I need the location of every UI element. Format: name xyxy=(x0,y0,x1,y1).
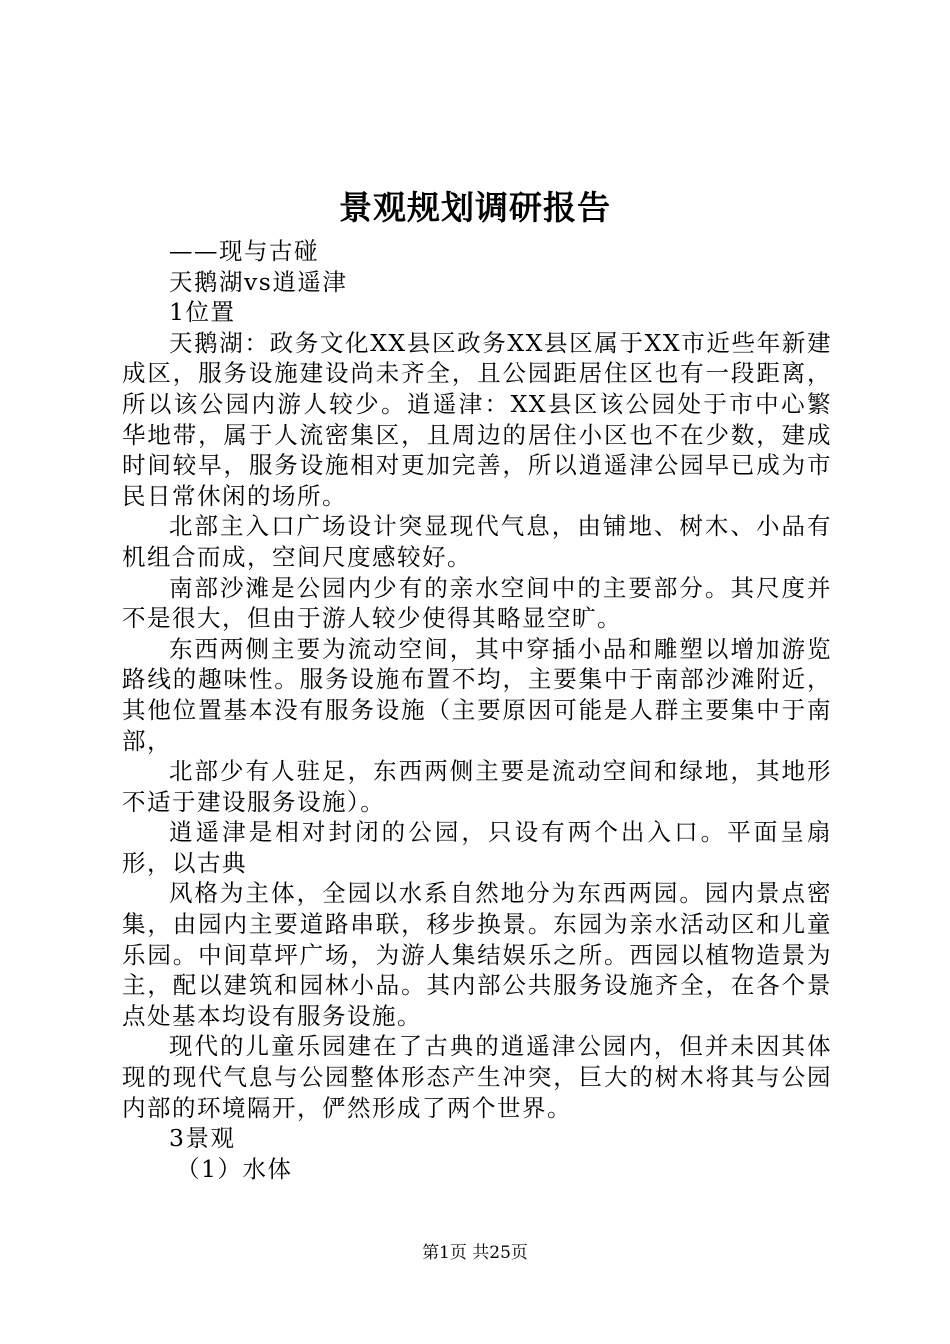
paragraph-xiaoyaojin-style: 风格为主体，全园以水系自然地分为东西两园。园内景点密集，由园内主要道路串联，移步换景。东园为亲水活动区和儿童乐园。中间草坪广场，为游人集结娱乐之所。西园以植物造景为主，配以建筑和园林小品。其内部公共服务设施齐全，在各个景点处基本均设有服务设施。 xyxy=(122,879,832,1030)
section-heading-location: 1位置 xyxy=(169,298,236,327)
paragraph-north-entrance: 北部主入口广场设计突显现代气息，由铺地、树木、小品有机组合而成，空间尺度感较好。 xyxy=(122,512,832,571)
paragraph-east-west: 东西两侧主要为流动空间，其中穿插小品和雕塑以增加游览路线的趣味性。服务设施布置不均，主要集中于南部沙滩附近，其他位置基本没有服务设施（主要原因可能是人群主要集中于南部， xyxy=(122,634,832,755)
paragraph-location: 天鹅湖：政务文化XX县区政务XX县区属于XX市近些年新建成区，服务设施建设尚未齐全，且公园距居住区也有一段距离，所以该公园内游人较少。逍遥津：XX县区该公园处于市中心繁华地带，属于人流密集区，且周边的居住小区也不在少数，建成时间较早，服务设施相对更加完善，所以逍遥津公园早已成为市民日常休闲的场所。 xyxy=(122,328,832,510)
paragraph-children-park: 现代的儿童乐园建在了古典的逍遥津公园内，但并未因其体现的现代气息与公园整体形态产生冲突，巨大的树木将其与公园内部的环境隔开，俨然形成了两个世界。 xyxy=(122,1032,832,1122)
document-body xyxy=(122,236,832,1184)
paragraph-south-beach: 南部沙滩是公园内少有的亲水空间中的主要部分。其尺度并不是很大，但由于游人较少使得其略显空旷。 xyxy=(122,573,832,633)
subsection-heading-water: （1）水体 xyxy=(176,1154,293,1183)
paragraph-xiaoyaojin-intro: 逍遥津是相对封闭的公园，只设有两个出入口。平面呈扇形，以古典 xyxy=(122,818,832,877)
subtitle-line: ——现与古碰 xyxy=(169,237,319,265)
document-title: 景观规划调研报告 xyxy=(339,188,611,227)
page-footer: 第1页 共25页 xyxy=(422,1243,528,1263)
section-heading-landscape: 3景观 xyxy=(169,1124,236,1153)
comparison-line: 天鹅湖vs逍遥津 xyxy=(169,267,348,296)
paragraph-north-sparse: 北部少有人驻足，东西两侧主要是流动空间和绿地，其地形不适于建设服务设施）。 xyxy=(122,757,832,816)
